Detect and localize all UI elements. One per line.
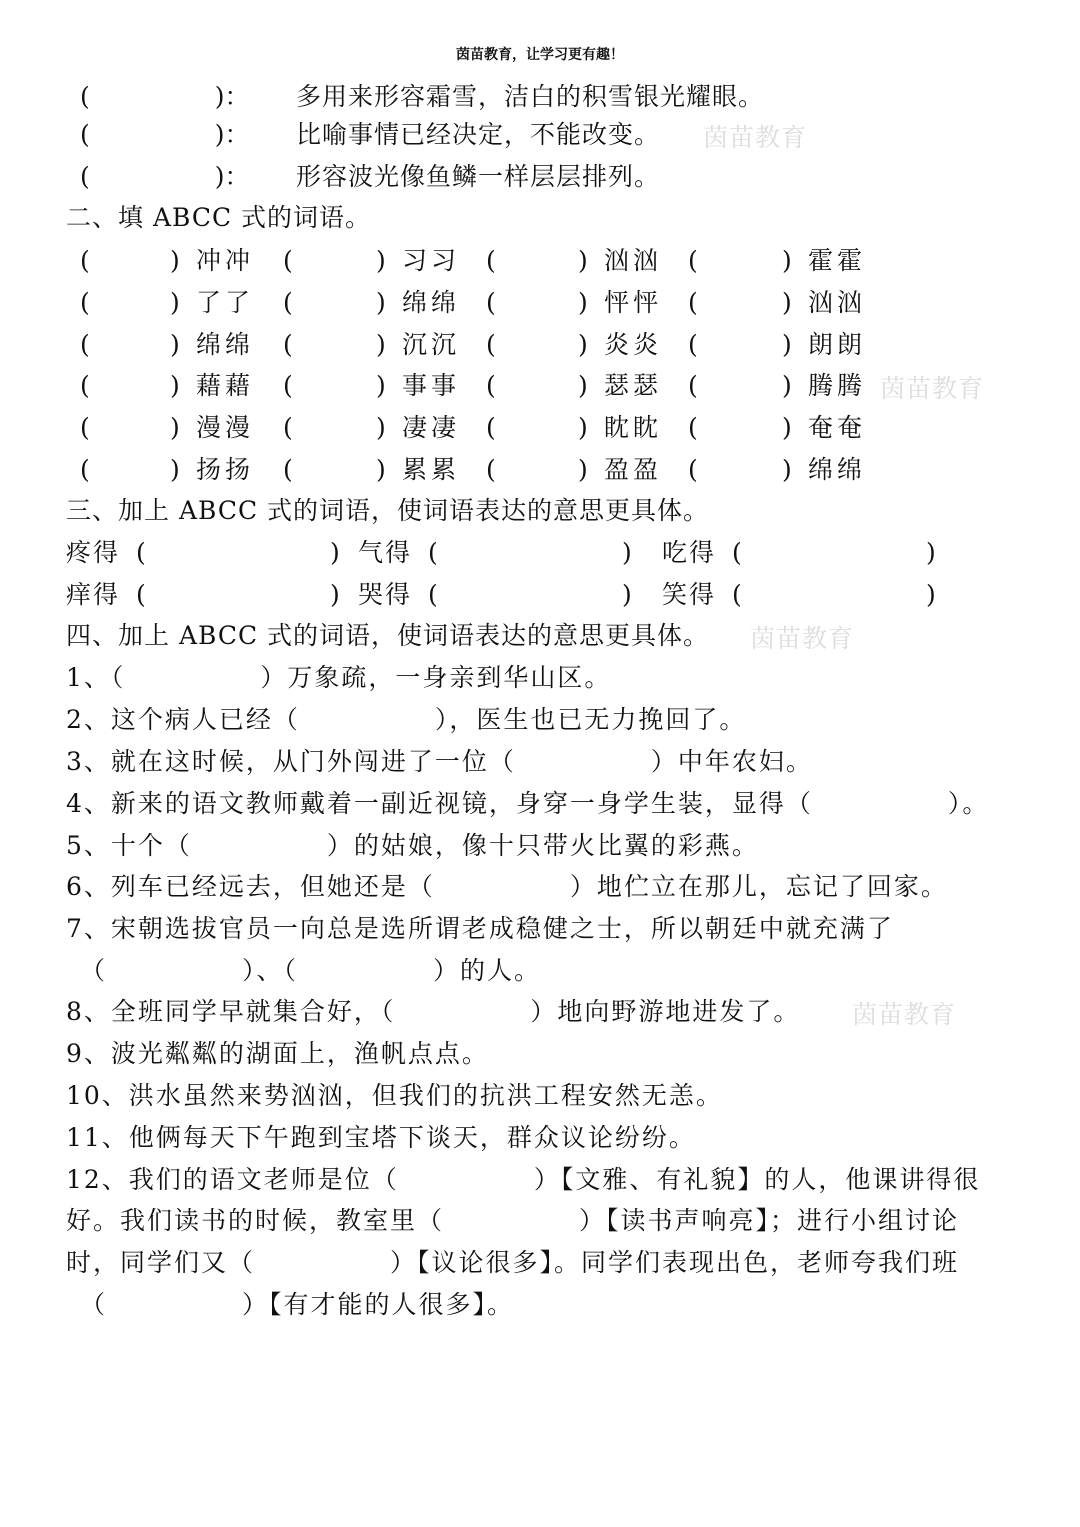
exercise-line: （ ）【有才能的人很多】。 (80, 1290, 515, 1319)
blank-paren-close: ) (782, 246, 792, 275)
blank-paren-open: ( (283, 288, 293, 317)
blank-paren-close: ) (578, 288, 588, 317)
definition-blank: ( )： (80, 82, 250, 111)
abcc-word: 了了 (196, 288, 255, 317)
blank-paren-open: ( (80, 246, 90, 275)
abcc-word: 腾腾 (808, 371, 867, 400)
blank-paren-open: ( (688, 246, 698, 275)
blank-paren-close: ) (170, 371, 180, 400)
watermark: 茵苗教育 (750, 624, 855, 653)
abcc-word: 凄凄 (402, 413, 461, 442)
blank-paren-open: ( (80, 330, 90, 359)
blank-paren-close: ) (782, 330, 792, 359)
abcc-word: 扬扬 (196, 455, 255, 484)
blank-paren-open: ( (688, 413, 698, 442)
abcc-word: 沉沉 (402, 330, 461, 359)
blank-paren-open: ( (283, 455, 293, 484)
blank-paren-close: ) (376, 246, 386, 275)
section4-title: 四、加上 ABCC 式的词语，使词语表达的意思更具体。 (66, 621, 710, 650)
abcc-word: 习习 (402, 246, 461, 275)
abcc-word: 汹汹 (808, 288, 867, 317)
blank-paren-open: ( (283, 413, 293, 442)
blank-paren-close: ) (376, 371, 386, 400)
blank-paren-close: ) (170, 288, 180, 317)
abcc-word: 怦怦 (604, 288, 663, 317)
blank-paren-close: ) (170, 330, 180, 359)
blank-paren-open: ( (486, 455, 496, 484)
abcc-word: 绵绵 (402, 288, 461, 317)
exercise-line: 时，同学们又（ ）【议论很多】。同学们表现出色，老师夸我们班 (66, 1248, 960, 1277)
phrase-word: 吃得 (662, 538, 717, 567)
abcc-word: 霍霍 (808, 246, 867, 275)
exercise-line: 9、波光粼粼的湖面上，渔帆点点。 (66, 1039, 489, 1068)
definition-blank: ( )： (80, 120, 250, 149)
phrase-word: 痒得 (66, 580, 121, 609)
abcc-word: 瑟瑟 (604, 371, 663, 400)
section3-title: 三、加上 ABCC 式的词语，使词语表达的意思更具体。 (66, 496, 710, 525)
exercise-line: 4、新来的语文教师戴着一副近视镜，身穿一身学生装，显得（ ）。 (66, 789, 990, 818)
section2-title: 二、填 ABCC 式的词语。 (66, 203, 372, 232)
blank-paren-close: ) (926, 580, 936, 609)
blank-paren-open: ( (486, 246, 496, 275)
abcc-word: 事事 (402, 371, 461, 400)
exercise-line: 3、就在这时候，从门外闯进了一位（ ）中年农妇。 (66, 747, 813, 776)
exercise-line: 10、洪水虽然来势汹汹，但我们的抗洪工程安然无恙。 (66, 1081, 723, 1110)
watermark: 茵苗教育 (703, 123, 808, 152)
abcc-word: 藉藉 (196, 371, 255, 400)
blank-paren-open: ( (283, 330, 293, 359)
abcc-word: 冲冲 (196, 246, 255, 275)
blank-paren-close: ) (376, 413, 386, 442)
blank-paren-close: ) (926, 538, 936, 567)
blank-paren-open: ( (283, 371, 293, 400)
abcc-word: 绵绵 (196, 330, 255, 359)
blank-paren-close: ) (376, 455, 386, 484)
exercise-line: 11、他俩每天下午跑到宝塔下谈天，群众议论纷纷。 (66, 1123, 696, 1152)
blank-paren-open: ( (486, 330, 496, 359)
exercise-line: 12、我们的语文老师是位（ ）【文雅、有礼貌】的人，他课讲得很 (66, 1165, 981, 1194)
abcc-word: 汹汹 (604, 246, 663, 275)
exercise-line: 6、列车已经远去，但她还是（ ）地伫立在那儿，忘记了回家。 (66, 872, 948, 901)
blank-paren-close: ) (376, 330, 386, 359)
blank-paren-close: ) (170, 413, 180, 442)
blank-paren-close: ) (578, 246, 588, 275)
blank-paren-open: ( (283, 246, 293, 275)
abcc-word: 绵绵 (808, 455, 867, 484)
blank-paren-close: ) (782, 288, 792, 317)
blank-paren-open: ( (732, 580, 742, 609)
page-header: 茵苗教育，让学习更有趣！ (456, 47, 624, 63)
blank-paren-close: ) (578, 413, 588, 442)
blank-paren-open: ( (136, 580, 146, 609)
watermark: 茵苗教育 (852, 1000, 957, 1029)
blank-paren-close: ) (622, 538, 632, 567)
abcc-word: 炎炎 (604, 330, 663, 359)
abcc-word: 眈眈 (604, 413, 663, 442)
definition-blank: ( )： (80, 162, 250, 191)
blank-paren-close: ) (782, 371, 792, 400)
exercise-line: （ ）、（ ）的人。 (80, 956, 542, 985)
abcc-word: 盈盈 (604, 455, 663, 484)
blank-paren-open: ( (486, 371, 496, 400)
blank-paren-close: ) (330, 580, 340, 609)
blank-paren-open: ( (732, 538, 742, 567)
blank-paren-open: ( (428, 538, 438, 567)
blank-paren-open: ( (80, 288, 90, 317)
blank-paren-open: ( (486, 288, 496, 317)
blank-paren-open: ( (688, 455, 698, 484)
blank-paren-close: ) (782, 455, 792, 484)
phrase-word: 疼得 (66, 538, 121, 567)
blank-paren-close: ) (622, 580, 632, 609)
blank-paren-open: ( (486, 413, 496, 442)
blank-paren-close: ) (578, 330, 588, 359)
blank-paren-close: ) (170, 246, 180, 275)
blank-paren-close: ) (170, 455, 180, 484)
blank-paren-open: ( (688, 371, 698, 400)
blank-paren-open: ( (688, 330, 698, 359)
definition-text: 形容波光像鱼鳞一样层层排列。 (296, 162, 661, 191)
definition-text: 比喻事情已经决定，不能改变。 (296, 120, 661, 149)
phrase-word: 哭得 (358, 580, 413, 609)
blank-paren-close: ) (578, 455, 588, 484)
blank-paren-open: ( (80, 413, 90, 442)
abcc-word: 漫漫 (196, 413, 255, 442)
exercise-line: 5、十个（ ）的姑娘，像十只带火比翼的彩燕。 (66, 831, 759, 860)
abcc-word: 奄奄 (808, 413, 867, 442)
abcc-word: 累累 (402, 455, 461, 484)
exercise-line: 1、（ ）万象疏，一身亲到华山区。 (66, 663, 612, 692)
abcc-word: 朗朗 (808, 330, 867, 359)
blank-paren-close: ) (376, 288, 386, 317)
exercise-line: 好。我们读书的时候，教室里（ ）【读书声响亮】；进行小组讨论 (66, 1206, 960, 1235)
exercise-line: 7、宋朝选拔官员一向总是选所谓老成稳健之士，所以朝廷中就充满了 (66, 914, 894, 943)
blank-paren-close: ) (330, 538, 340, 567)
blank-paren-open: ( (80, 371, 90, 400)
phrase-word: 气得 (358, 538, 413, 567)
blank-paren-open: ( (688, 288, 698, 317)
blank-paren-open: ( (136, 538, 146, 567)
blank-paren-close: ) (578, 371, 588, 400)
blank-paren-open: ( (80, 455, 90, 484)
exercise-line: 2、这个病人已经（ ），医生也已无力挽回了。 (66, 705, 747, 734)
watermark: 茵苗教育 (880, 374, 985, 403)
blank-paren-close: ) (782, 413, 792, 442)
exercise-line: 8、全班同学早就集合好，（ ）地向野游地进发了。 (66, 997, 801, 1026)
definition-text: 多用来形容霜雪，洁白的积雪银光耀眼。 (296, 82, 765, 111)
phrase-word: 笑得 (662, 580, 717, 609)
blank-paren-open: ( (428, 580, 438, 609)
